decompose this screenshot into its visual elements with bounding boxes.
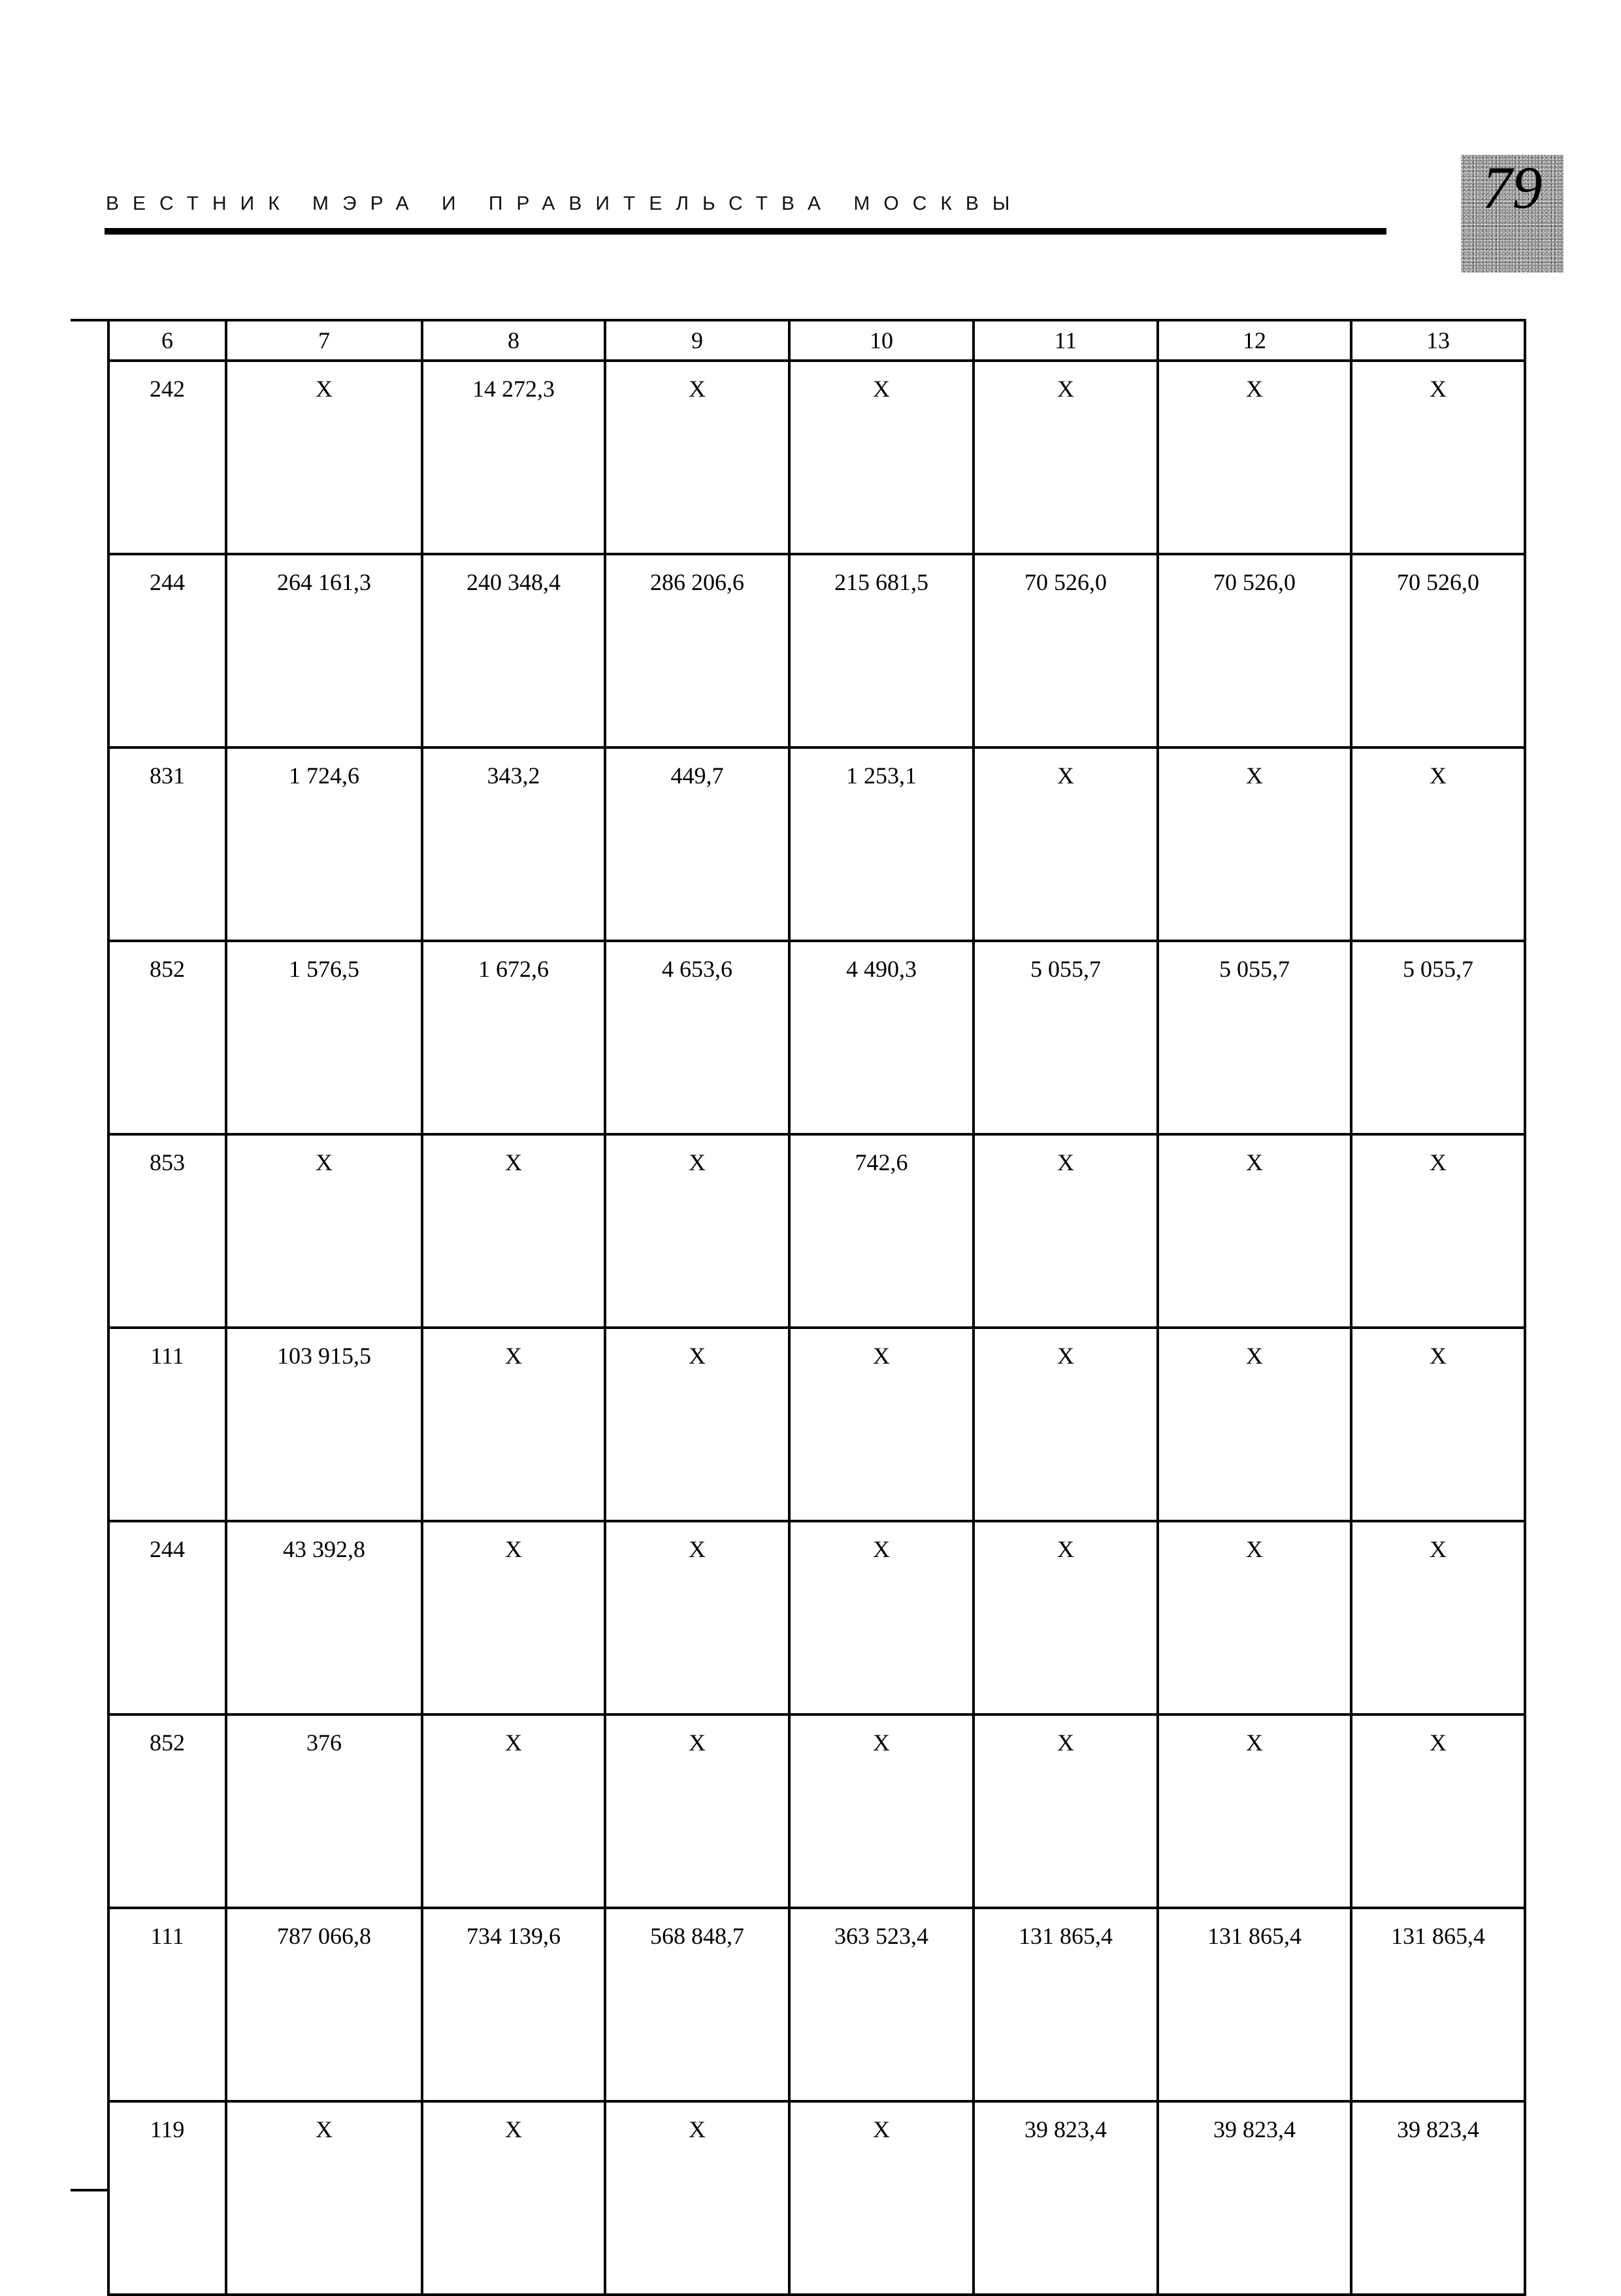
table-cell: 5 055,7 — [974, 941, 1158, 1134]
table-cell: 39 823,4 — [1158, 2101, 1351, 2295]
table-cell: X — [789, 2101, 974, 2295]
table-cell: X — [422, 1521, 605, 1714]
table-cell: 244 — [108, 554, 226, 747]
table-cell: 215 681,5 — [789, 554, 974, 747]
page-number: 79 — [1482, 154, 1543, 221]
table-cell: 5 055,7 — [1158, 941, 1351, 1134]
table-cell: X — [1351, 1521, 1525, 1714]
table-row — [108, 1908, 1525, 2101]
table-cell: 111 — [108, 1328, 226, 1521]
table-cell: X — [226, 361, 422, 554]
table-cell: X — [605, 1714, 789, 1908]
table-cell: X — [605, 1328, 789, 1521]
table-cell: X — [226, 1134, 422, 1328]
table-cell: X — [1158, 1521, 1351, 1714]
column-header-11: 11 — [974, 320, 1158, 361]
table-cell: X — [422, 1328, 605, 1521]
table-cell: 4 490,3 — [789, 941, 974, 1134]
table-cell: 5 055,7 — [1351, 941, 1525, 1134]
table-body — [108, 361, 1525, 2295]
column-header-10: 10 — [789, 320, 974, 361]
table-cell: 787 066,8 — [226, 1908, 422, 2101]
table-cell: 131 865,4 — [1158, 1908, 1351, 2101]
table-cell: 742,6 — [789, 1134, 974, 1328]
table-cell: 343,2 — [422, 747, 605, 941]
table-cell: X — [605, 1134, 789, 1328]
column-header-13: 13 — [1351, 320, 1525, 361]
table-cell: X — [974, 1134, 1158, 1328]
table-cell: X — [974, 1328, 1158, 1521]
table-cell: X — [789, 1521, 974, 1714]
table-cell: X — [974, 361, 1158, 554]
table-cell: X — [1158, 1328, 1351, 1521]
table-cell: X — [422, 1134, 605, 1328]
table-cell: X — [974, 1521, 1158, 1714]
table-cell: X — [789, 1328, 974, 1521]
table-cell: X — [605, 361, 789, 554]
column-header-6: 6 — [108, 320, 226, 361]
table-row — [108, 941, 1525, 1134]
table-cell: X — [1158, 1134, 1351, 1328]
table-cell: X — [1351, 747, 1525, 941]
table-cell: 853 — [108, 1134, 226, 1328]
table-cell: 568 848,7 — [605, 1908, 789, 2101]
table-cell: 103 915,5 — [226, 1328, 422, 1521]
table-row — [108, 747, 1525, 941]
table-cell: X — [974, 747, 1158, 941]
table-cell: 131 865,4 — [1351, 1908, 1525, 2101]
table-cell: X — [1351, 1714, 1525, 1908]
table-cell: 39 823,4 — [974, 2101, 1158, 2295]
table-cell: X — [789, 361, 974, 554]
column-header-9: 9 — [605, 320, 789, 361]
table-cell: 852 — [108, 941, 226, 1134]
table-cell: X — [1351, 361, 1525, 554]
header-rule — [105, 228, 1386, 235]
table-cell: 111 — [108, 1908, 226, 2101]
table-cell: X — [422, 1714, 605, 1908]
table-cell: 4 653,6 — [605, 941, 789, 1134]
table-cell: X — [1351, 1134, 1525, 1328]
table-cell: X — [974, 1714, 1158, 1908]
table-cell: 244 — [108, 1521, 226, 1714]
table-cell: X — [422, 2101, 605, 2295]
table-cell: 70 526,0 — [1351, 554, 1525, 747]
table-left-stub-top — [71, 319, 107, 321]
table-cell: 70 526,0 — [974, 554, 1158, 747]
page-number-badge — [1461, 155, 1564, 272]
table-header-row — [108, 320, 1525, 361]
table-cell: 1 724,6 — [226, 747, 422, 941]
table-cell: X — [789, 1714, 974, 1908]
table-cell: 286 206,6 — [605, 554, 789, 747]
table-cell: X — [226, 2101, 422, 2295]
table-cell: X — [1351, 1328, 1525, 1521]
table-cell: 119 — [108, 2101, 226, 2295]
table-left-stub-bottom — [71, 2189, 107, 2191]
table-cell: X — [605, 2101, 789, 2295]
table-cell: 831 — [108, 747, 226, 941]
table-cell: 376 — [226, 1714, 422, 1908]
table-cell: 43 392,8 — [226, 1521, 422, 1714]
table-cell: 1 672,6 — [422, 941, 605, 1134]
table-cell: 852 — [108, 1714, 226, 1908]
column-header-7: 7 — [226, 320, 422, 361]
table-cell: 70 526,0 — [1158, 554, 1351, 747]
table-cell: 39 823,4 — [1351, 2101, 1525, 2295]
table-row — [108, 2101, 1525, 2295]
table-row — [108, 1328, 1525, 1521]
budget-table — [107, 319, 1526, 2296]
table-cell: X — [1158, 1714, 1351, 1908]
journal-title: ВЕСТНИК МЭРА И ПРАВИТЕЛЬСТВА МОСКВЫ — [106, 193, 1024, 214]
table-cell: 131 865,4 — [974, 1908, 1158, 2101]
table-cell: X — [1158, 747, 1351, 941]
column-header-8: 8 — [422, 320, 605, 361]
table-cell: 242 — [108, 361, 226, 554]
table-cell: X — [1158, 361, 1351, 554]
table-cell: 1 253,1 — [789, 747, 974, 941]
table-cell: 240 348,4 — [422, 554, 605, 747]
table-row — [108, 361, 1525, 554]
table-cell: 264 161,3 — [226, 554, 422, 747]
table-cell: 1 576,5 — [226, 941, 422, 1134]
table-row — [108, 554, 1525, 747]
table-cell: 363 523,4 — [789, 1908, 974, 2101]
column-header-12: 12 — [1158, 320, 1351, 361]
table-cell: 449,7 — [605, 747, 789, 941]
table-row — [108, 1521, 1525, 1714]
table-cell: 14 272,3 — [422, 361, 605, 554]
table-cell: 734 139,6 — [422, 1908, 605, 2101]
table-row — [108, 1134, 1525, 1328]
table-cell: X — [605, 1521, 789, 1714]
table-row — [108, 1714, 1525, 1908]
